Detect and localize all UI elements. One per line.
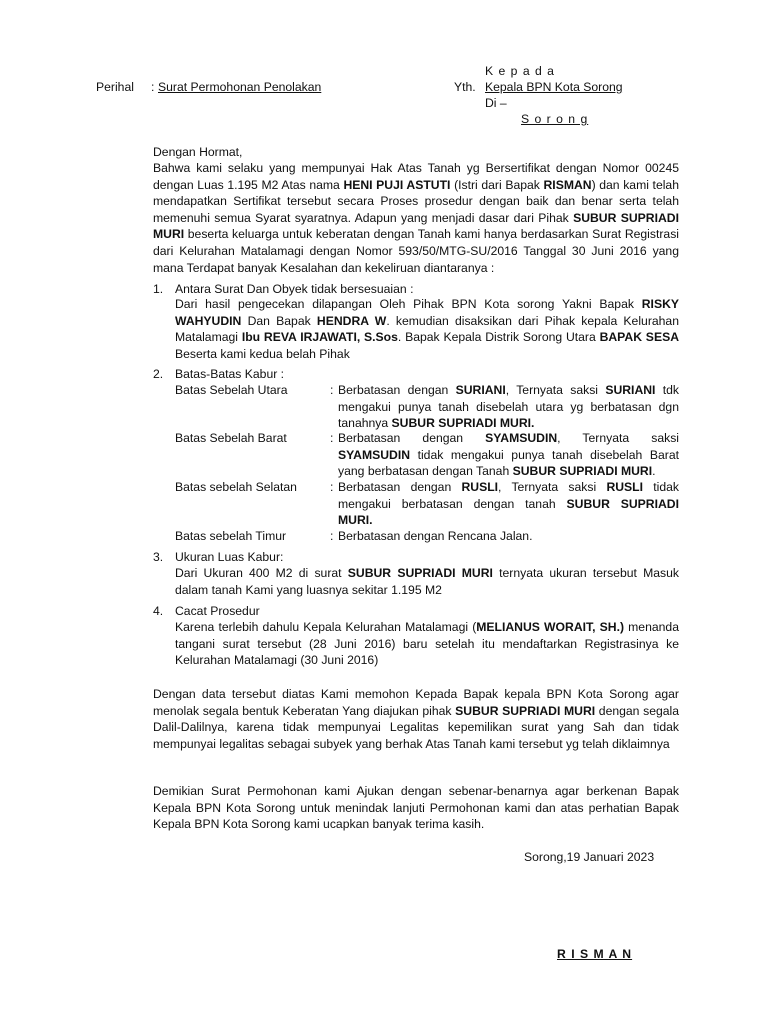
recipient-city: S o r o n g [521,112,589,126]
perihal-value: Surat Permohonan Penolakan [158,80,322,94]
list-item-title: Batas-Batas Kabur : [175,367,285,381]
list-item-body: Karena terlebih dahulu Kepala Kelurahan Matalamagi (MELIANUS WORAIT, SH.) menanda tangani surat tersebut (28 Juni 2016) baru setelah itu mendaftarkan Registrasinya ke Kelurahan Matalamagi (30 Juni 2016) [175,620,679,668]
boundary-label: Batas Sebelah Barat [175,431,287,445]
intro-paragraph: Bahwa kami selaku yang mempunyai Hak Atas Tanah yg Bersertifikat dengan Nomor 00245 dengan Luas 1.195 M2 Atas nama HENI PUJI ASTUTI (Istri dari Bapak RISMAN) dan kami telah mendapatkan Sertifikat tersebut secara Proses prosedur dengan baik dan benar serta telah memenuhi semua Syarat syaratnya. Adapun yang menjadi dasar dari Pihak SUBUR SUPRIADI MURI beserta keluarga untuk keberatan dengan Tanah kami hanya berdasarkan Surat Registrasi dari Kelurahan Matalamagi dengan Nomor 593/50/MTG-SU/2016 Tanggal 30 Juni 2016 yang mana Terdapat banyak Kesalahan dan kekeliruan diantaranya : [153,161,679,275]
boundary-label: Batas Sebelah Utara [175,383,288,397]
kepada-label: K e p a d a [485,64,555,78]
boundary-text: Berbatasan dengan SYAMSUDIN, Ternyata saksi SYAMSUDIN tidak mengakui punya tanah disebelah Barat yang berbatasan dengan Tanah SUBUR SUPRIADI MURI. [338,431,679,479]
list-number: 1. [153,282,164,296]
list-item-body: Dari hasil pengecekan dilapangan Oleh Pihak BPN Kota sorong Yakni Bapak RISKY WAHYUDIN Dan Bapak HENDRA W. kemudian disaksikan dari Pihak kepala Kelurahan Matalamagi Ibu REVA IRJAWATI, S.Sos. Bapak Kepala Distrik Sorong Utara BAPAK SESA Beserta kami kedua belah Pihak [175,297,679,361]
list-number: 4. [153,604,164,618]
yth-label: Yth. [454,80,476,94]
greeting: Dengan Hormat, [153,145,243,159]
list-item-body: Dari Ukuran 400 M2 di surat SUBUR SUPRIADI MURI ternyata ukuran tersebut Masuk dalam tanah Kami yang luasnya sekitar 1.195 M2 [175,566,679,597]
letter-page: Perihal : Surat Permohonan Penolakan K e p a d a Yth. Kepala BPN Kota Sorong Di – S o r o n g Dengan Hormat, Bahwa kami selaku yang mempunyai Hak Atas Tanah yg Bersertifikat dengan Nomor 00245 dengan Luas 1.195 M2 Atas nama HENI PUJI ASTUTI (Istri dari Bapak RISMAN) dan kami telah mendapatkan Sertifikat tersebut secara Proses prosedur dengan baik dan benar serta telah memenuhi semua Syarat syaratnya. Adapun yang menjadi dasar dari Pihak SUBUR SUPRIADI MURI beserta keluarga untuk keberatan dengan Tanah kami hanya berdasarkan Surat Registrasi dari Kelurahan Matalamagi dengan Nomor 593/50/MTG-SU/2016 Tanggal 30 Juni 2016 yang mana Terdapat banyak Kesalahan dan kekeliruan diantaranya : 1. Antara Surat Dan Obyek tidak bersesuaian : Dari hasil pengecekan dilapangan Oleh Pihak BPN Kota sorong Yakni Bapak RISKY WAHYUDIN Dan Bapak HENDRA W. kemudian disaksikan dari Pihak kepala Kelurahan Matalamagi Ibu REVA IRJAWATI, S.Sos. Bapak Kepala Distrik Sorong Utara BAPAK SESA Beserta kami kedua belah Pihak 2. Batas-Batas Kabur : Batas Sebelah Utara : Berbatasan dengan SURIANI, Ternyata saksi SURIANI tdk mengakui punya tanah disebelah utara yg berbatasan dgn tanahnya SUBUR SUPRIADI MURI. Batas Sebelah Barat : Berbatasan dengan SYAMSUDIN, Ternyata saksi SYAMSUDIN tidak mengakui punya tanah disebelah Barat yang berbatasan dengan Tanah SUBUR SUPRIADI MURI. Batas sebelah Selatan : Berbatasan dengan RUSLI, Ternyata saksi RUSLI tidak mengakui berbatasan dengan tanah SUBUR SUPRIADI MURI. Batas sebelah Timur : Berbatasan dengan Rencana Jalan. 3. Ukuran Luas Kabur: Dari Ukuran 400 M2 di surat SUBUR SUPRIADI MURI ternyata ukuran tersebut Masuk dalam tanah Kami yang luasnya sekitar 1.195 M2 4. Cacat Prosedur Karena terlebih dahulu Kepala Kelurahan Matalamagi (MELIANUS WORAIT, SH.) menanda tangani surat tersebut (28 Juni 2016) baru setelah itu mendaftarkan Registrasinya ke Kelurahan Matalamagi (30 Juni 2016) Dengan data tersebut diatas Kami memohon Kepada Bapak kepala BPN Kota Sorong agar menolak segala bentuk Keberatan Yang diajukan pihak SUBUR SUPRIADI MURI dengan segala Dalil-Dalilnya, karena tidak mempunyai Legalitas kepemilikan surat yang Sah dan tidak mempunyai legalitas sebagai subyek yang berhak Atas Tanah kami tersebut yg telah diklaimnya Demikian Surat Permohonan kami Ajukan dengan sebenar-benarnya agar berkenan Bapak Kepala BPN Kota Sorong untuk menindak lanjuti Permohonan kami dan atas perhatian Bapak Kepala BPN Kota Sorong kami ucapkan banyak terima kasih. Sorong,19 Januari 2023 R I S M A N [96,64,680,961]
boundary-label: Batas sebelah Selatan [175,480,297,494]
closing-paragraph: Demikian Surat Permohonan kami Ajukan dengan sebenar-benarnya agar berkenan Bapak Kepala BPN Kota Sorong untuk menindak lanjuti Permohonan kami dan atas perhatian Bapak Kepala BPN Kota Sorong kami ucapkan banyak terima kasih. [153,784,679,832]
perihal-label: Perihal [96,80,134,94]
list-item-title: Antara Surat Dan Obyek tidak bersesuaian : [175,282,414,296]
list-number: 3. [153,550,164,564]
boundary-text: Berbatasan dengan Rencana Jalan. [338,529,533,543]
boundary-text: Berbatasan dengan SURIANI, Ternyata saksi SURIANI tdk mengakui punya tanah disebelah utara yg berbatasan dgn tanahnya SUBUR SUPRIADI MURI. [338,383,679,431]
boundary-label: Batas sebelah Timur [175,529,287,543]
letter-date: Sorong,19 Januari 2023 [524,850,655,864]
list-item-title: Cacat Prosedur [175,604,260,618]
signatory-name: R I S M A N [557,947,633,961]
perihal-colon: : [151,80,155,94]
boundary-text: Berbatasan dengan RUSLI, Ternyata saksi RUSLI tidak mengakui berbatasan dengan tanah SUBUR SUPRIADI MURI. [338,480,679,528]
di-label: Di – [485,96,507,110]
recipient-name: Kepala BPN Kota Sorong [485,80,623,94]
list-number: 2. [153,367,164,381]
list-item-title: Ukuran Luas Kabur: [175,550,284,564]
conclusion-paragraph: Dengan data tersebut diatas Kami memohon Kepada Bapak kepala BPN Kota Sorong agar menolak segala bentuk Keberatan Yang diajukan pihak SUBUR SUPRIADI MURI dengan segala Dalil-Dalilnya, karena tidak mempunyai Legalitas kepemilikan surat yang Sah dan tidak mempunyai legalitas sebagai subyek yang berhak Atas Tanah kami tersebut yg telah diklaimnya [153,687,680,751]
